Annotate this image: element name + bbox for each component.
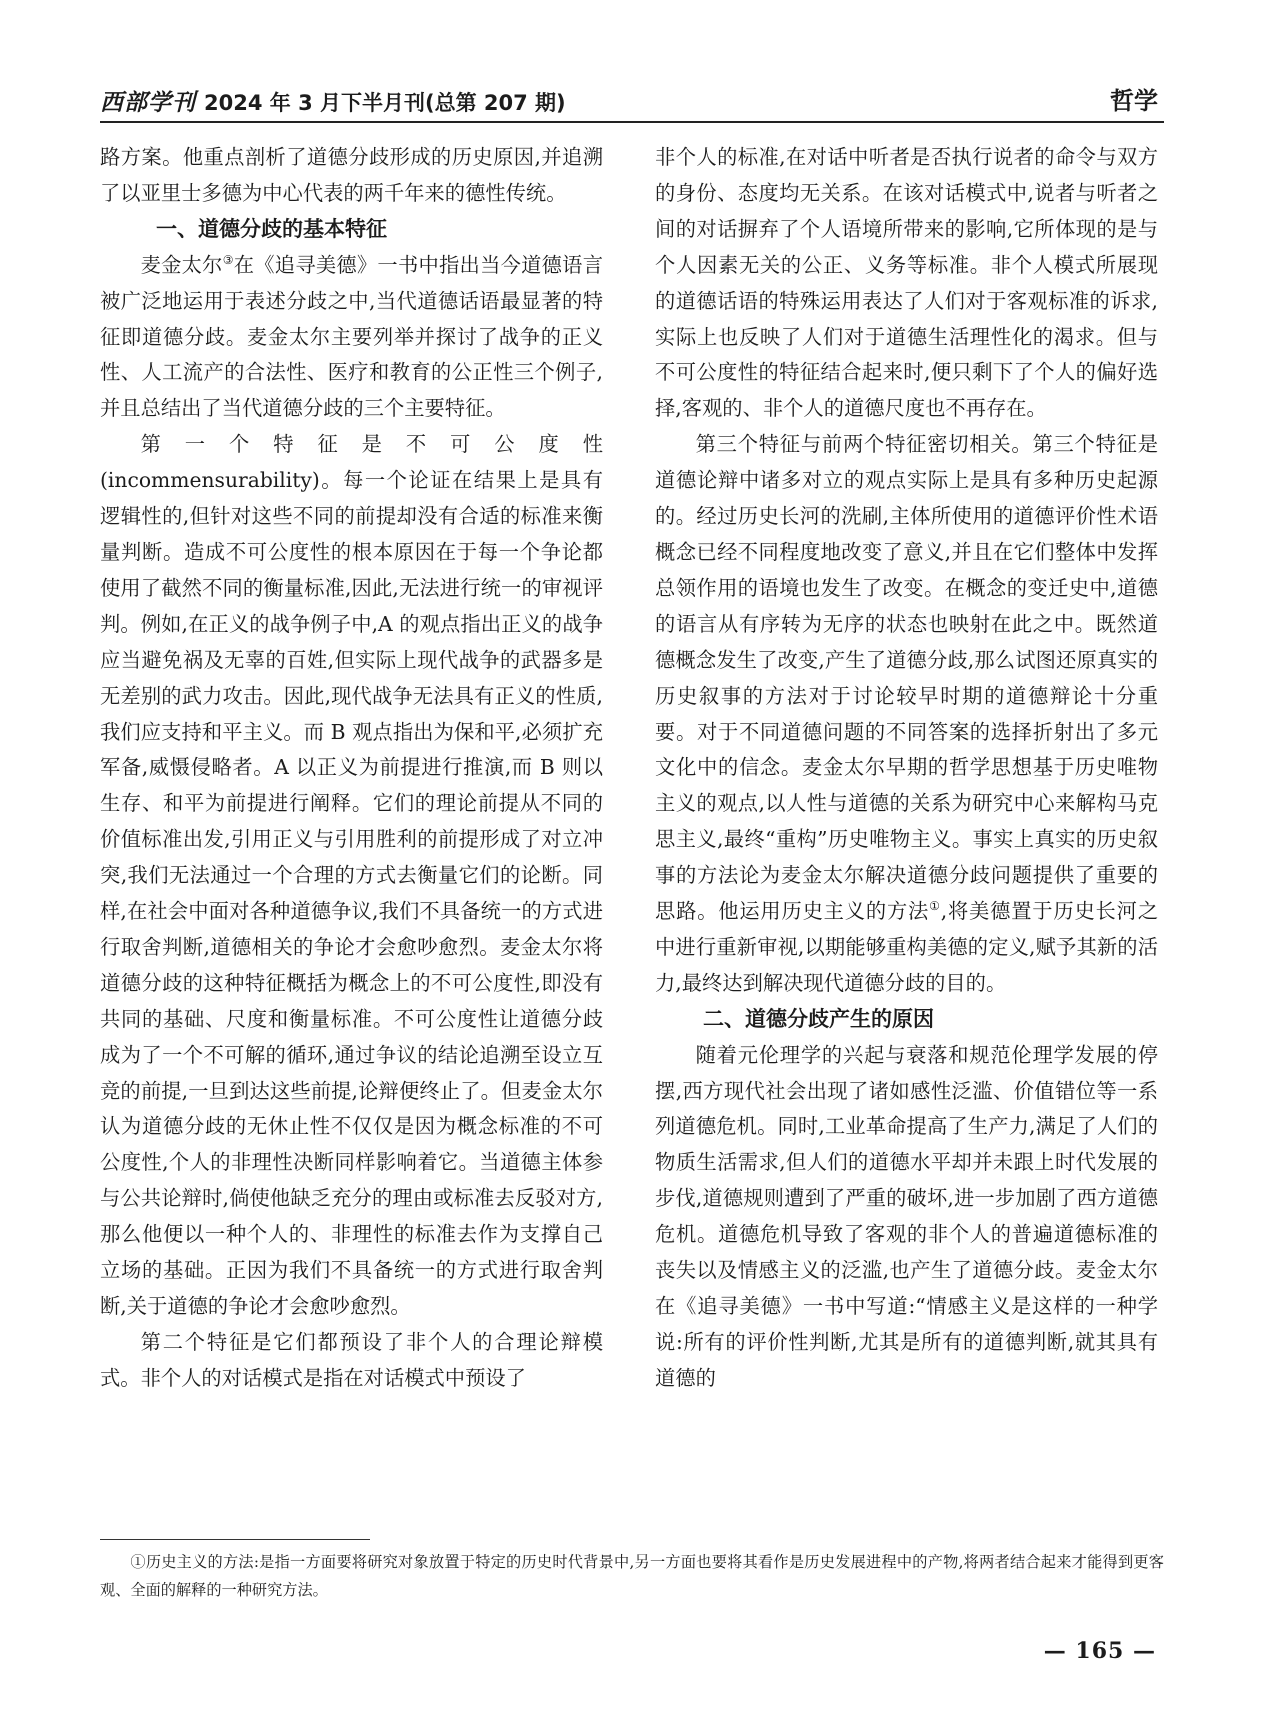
paragraph-1-start: 麦金太尔: [140, 252, 223, 277]
header-rule: [100, 121, 1164, 123]
section-heading-1: 一、道德分歧的基本特征: [156, 216, 387, 241]
paragraph-4: [655, 427, 1158, 1002]
paragraph-5: 随着元伦理学的兴起与衰落和规范伦理学发展的停摆,西方现代社会出现了诸如感性泛滥、价值错位等一系列道德危机。同时,工业革命提高了生产力,满足了人们的物质生活需求,但人们的道德水平却并未跟上时代发展的步伐,道德规则遭到了严重的破坏,进一步加剧了西方道德危机。道德危机导致了客观的非个人的普遍道德标准的丧失以及情感主义的泛滥,也产生了道德分歧。麦金太尔在《追寻美德》一书中写道:“情感主义是这样的一种学说:所有的评价性判断,尤其是所有的道德判断,就其具有道德的: [655, 1042, 1158, 1390]
left-column: [100, 140, 603, 1397]
paragraph-1-rest: 在《追寻美德》一书中指出当今道德语言被广泛地运用于表述分歧之中,当代道德话语最显著的特征即道德分歧。麦金太尔主要列举并探讨了战争的正义性、人工流产的合法性、医疗和教育的公正性三个例子,并且总结出了当代道德分歧的三个主要特征。: [100, 252, 603, 421]
continued-paragraph: 非个人的标准,在对话中听者是否执行说者的命令与双方的身份、态度均无关系。在该对话模式中,说者与听者之间的对话摒弃了个人语境所带来的影响,它所体现的是与个人因素无关的公正、义务等标准。非个人模式所展现的道德话语的特殊运用表达了人们对于客观标准的诉求,实际上也反映了人们对于道德生活理性化的渴求。但与不可公度性的特征结合起来时,便只剩下了个人的偏好选择,客观的、非个人的道德尺度也不再存在。: [655, 145, 1158, 421]
footnote-ref-3: ③: [222, 252, 234, 267]
section-heading-2: 二、道德分歧产生的原因: [703, 1006, 934, 1031]
paragraph-4-start: 第三个特征与前两个特征密切相关。第三个特征是道德论辩中诸多对立的观点实际上是具有多种历史起源的。经过历史长河的洗刷,主体所使用的道德评价性术语概念已经不同程度地改变了意义,并且在它们整体中发挥总领作用的语境也发生了改变。在概念的变迁史中,道德的语言从有序转为无序的状态也映射在此之中。既然道德概念发生了改变,产生了道德分歧,那么试图还原真实的历史叙事的方法对于讨论较早时期的道德辩论十分重要。对于不同道德问题的不同答案的选择折射出了多元文化中的信念。麦金太尔早期的哲学思想基于历史唯物主义的观点,以人性与道德的关系为研究中心来解构马克思主义,最终“重构”历史唯物主义。事实上真实的历史叙事的方法论为麦金太尔解决道德分歧问题提供了重要的思路。他运用历史主义的方法: [655, 432, 1158, 924]
paragraph-3: 第二个特征是它们都预设了非个人的合理论辩模式。非个人的对话模式是指在对话模式中预设了: [100, 1329, 603, 1390]
section-label: 哲学: [1110, 87, 1158, 115]
intro-paragraph: 路方案。他重点剖析了道德分歧形成的历史原因,并追溯了以亚里士多德为中心代表的两千年来的德性传统。: [100, 145, 603, 205]
journal-masthead-logo: 西部学刊: [100, 89, 196, 116]
footnote-rule: [100, 1539, 370, 1540]
paragraph-4-rest: ,将美德置于历史长河之中进行重新审视,以期能够重构美德的定义,赋予其新的活力,最终达到解决现代道德分歧的目的。: [655, 899, 1158, 995]
footnote-ref-1: ①: [929, 899, 941, 914]
right-column: [655, 140, 1158, 1397]
paragraph-2: 第一个特征是不可公度性(incommensurability)。每一个论证在结果上是具有逻辑性的,但针对这些不同的前提却没有合适的标准来衡量判断。造成不可公度性的根本原因在于每一个争论都使用了截然不同的衡量标准,因此,无法进行统一的审视评判。例如,在正义的战争例子中,A 的观点指出正义的战争应当避免祸及无辜的百姓,但实际上现代战争的武器多是无差别的武力攻击。因此,现代战争无法具有正义的性质,我们应支持和平主义。而 B 观点指出为保和平,必须扩充军备,威慑侵略者。A 以正义为前提进行推演,而 B 则以生存、和平为前提进行阐释。它们的理论前提从不同的价值标准出发,引用正义与引用胜利的前提形成了对立冲突,我们无法通过一个合理的方式去衡量它们的论断。同样,在社会中面对各种道德争议,我们不具备统一的方式进行取舍判断,道德相关的争论才会愈吵愈烈。麦金太尔将道德分歧的这种特征概括为概念上的不可公度性,即没有共同的基础、尺度和衡量标准。不可公度性让道德分歧成为了一个不可解的循环,通过争议的结论追溯至设立互竞的前提,一旦到达这些前提,论辩便终止了。但麦金太尔认为道德分歧的无休止性不仅仅是因为概念标准的不可公度性,个人的非理性决断同样影响着它。当道德主体参与公共论辩时,倘使他缺乏充分的理由或标准去反驳对方,那么他便以一种个人的、非理性的标准去作为支撑自己立场的基础。正因为我们不具备统一的方式进行取舍判断,关于道德的争论才会愈吵愈烈。: [100, 432, 603, 1318]
paragraph-1: [100, 248, 603, 428]
footnote: ①历史主义的方法:是指一方面要将研究对象放置于特定的历史时代背景中,另一方面也要将其看作是历史发展进程中的产物,将两者结合起来才能得到更客观、全面的解释的一种研究方法。: [100, 1553, 1164, 1599]
running-header: [100, 86, 1162, 126]
issue-info: 2024 年 3 月下半月刊(总第 207 期): [204, 91, 566, 115]
page-number: — 165 —: [1043, 1638, 1156, 1664]
